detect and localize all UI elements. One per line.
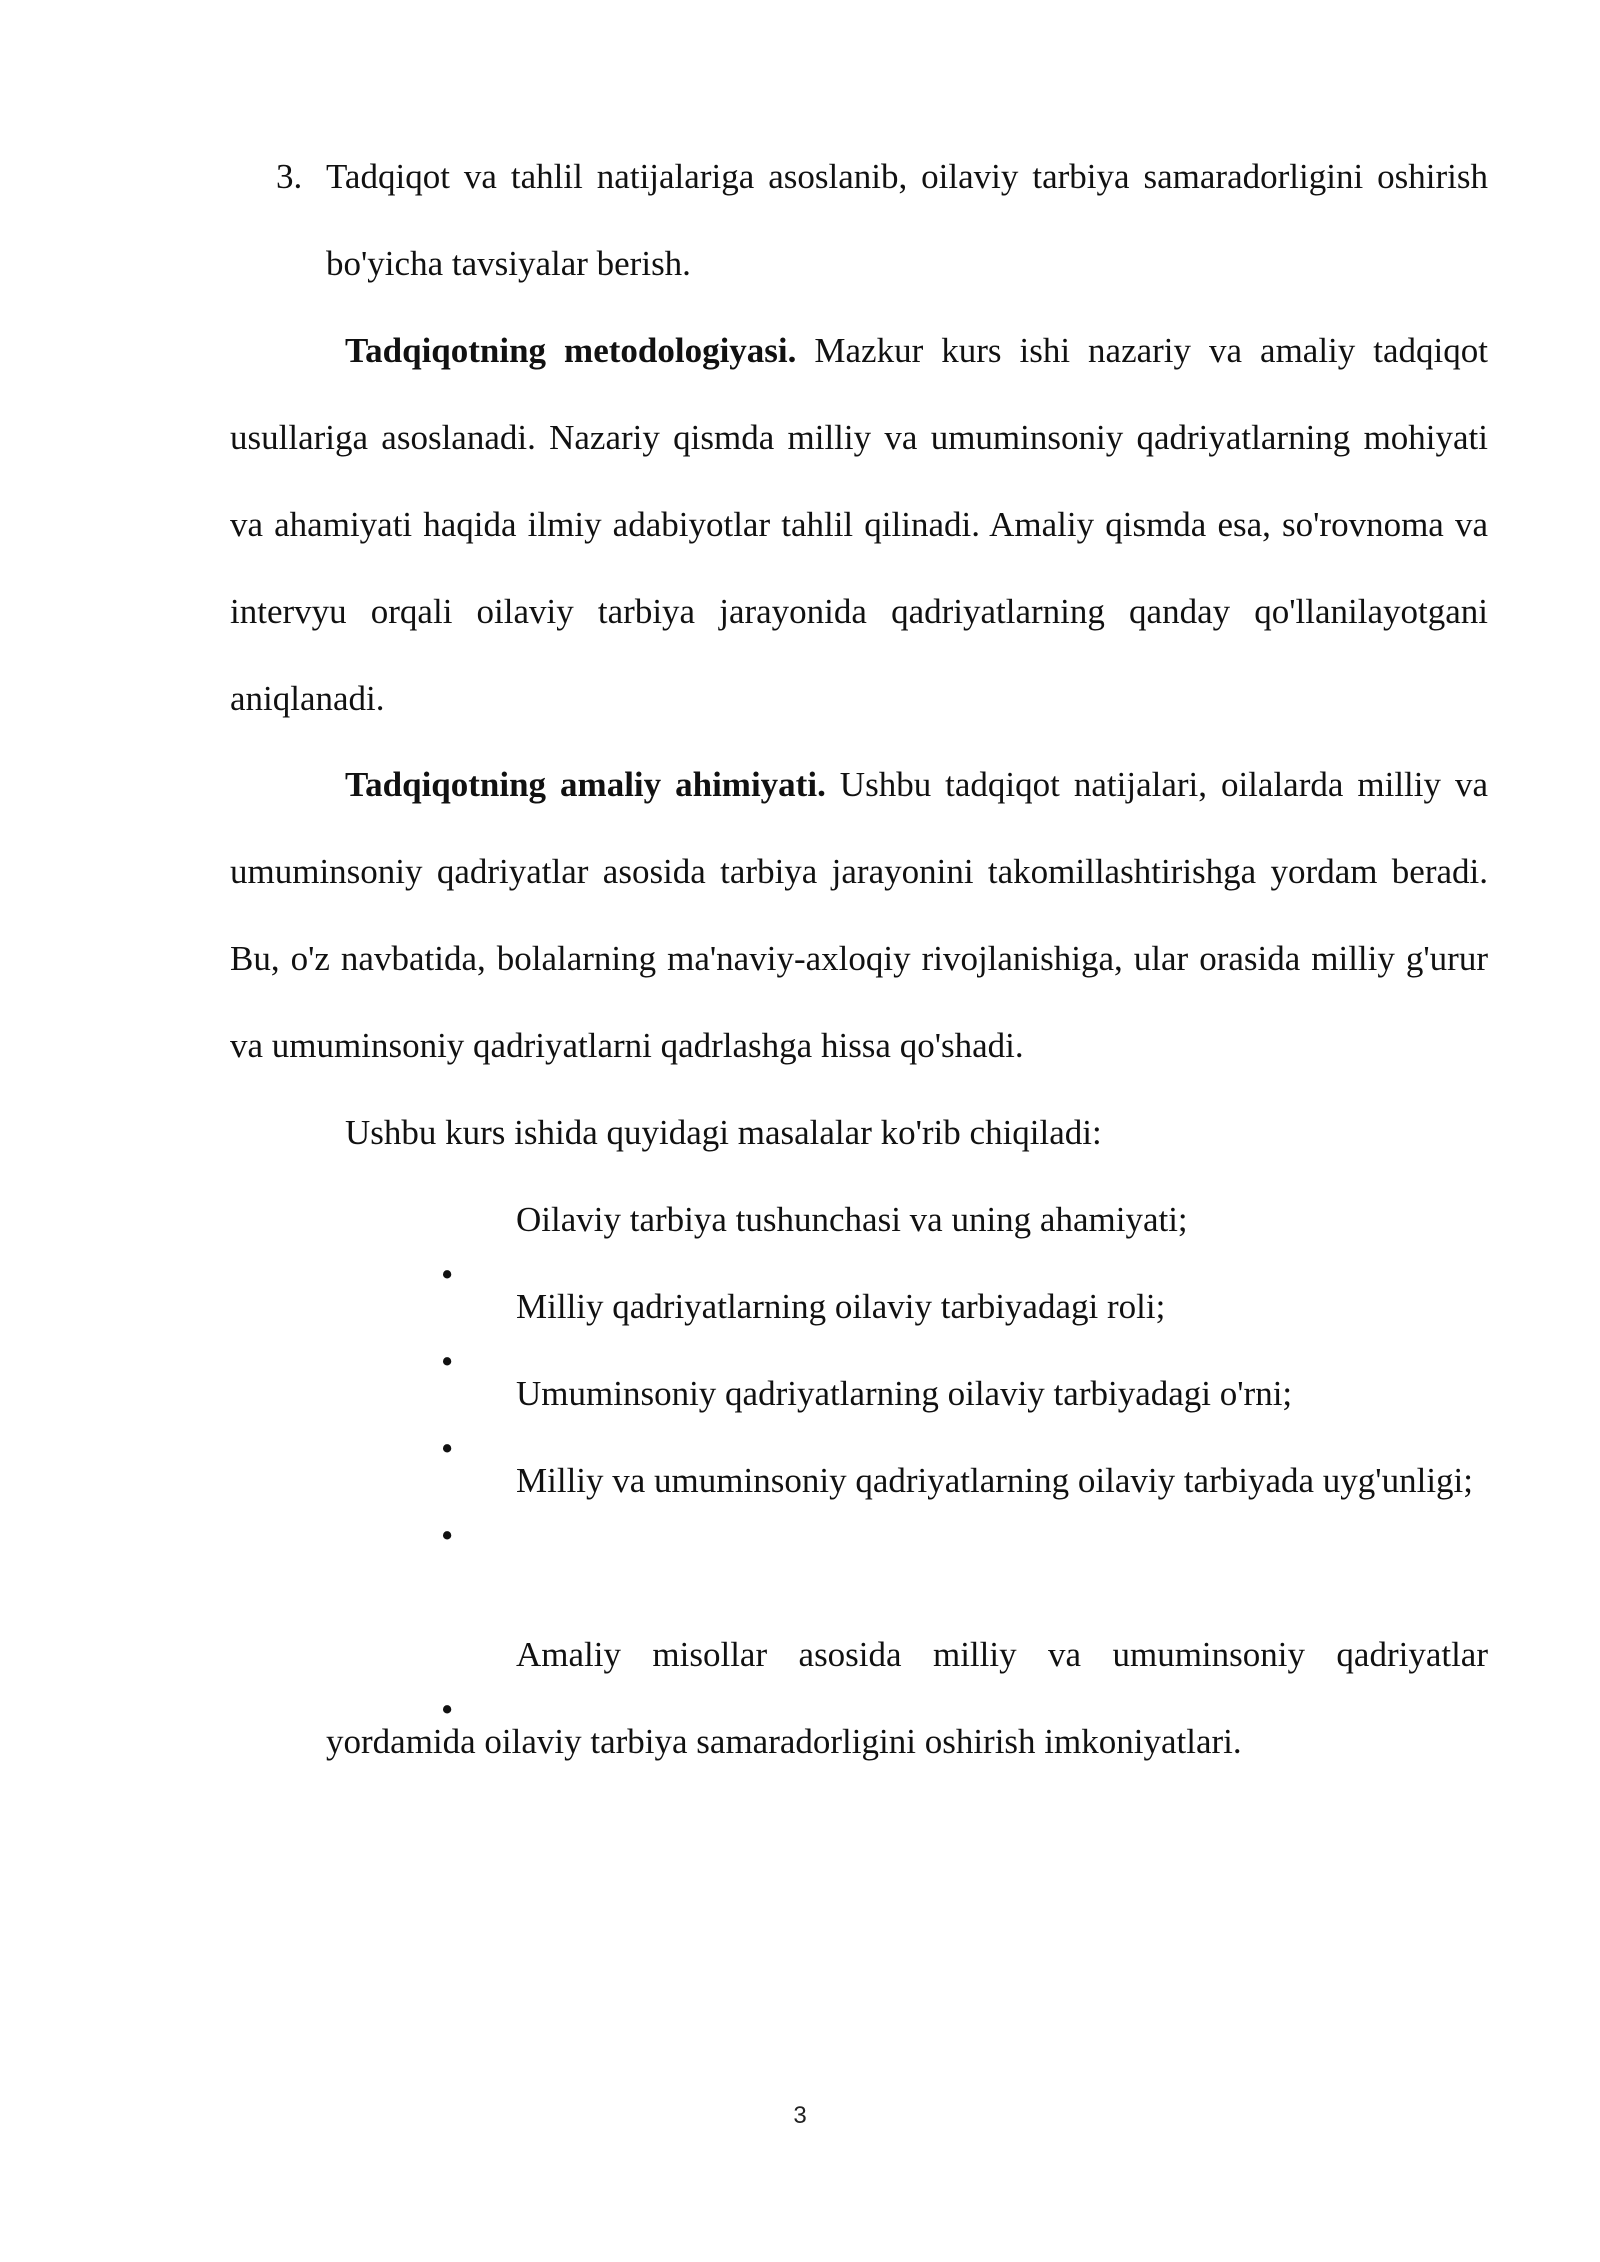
bullet-icon: • <box>441 1255 454 1294</box>
task-item <box>326 1176 1488 1294</box>
task-item <box>326 1263 1488 1381</box>
methodology-heading: Tadqiqotning metodologiyasi. <box>345 331 797 370</box>
bullet-icon: • <box>441 1516 454 1555</box>
task-text: Umuminsoniy qadriyatlarning oilaviy tarbiyadagi o'rni; <box>516 1374 1293 1413</box>
task-text: Oilaviy tarbiya tushunchasi va uning ahamiyati; <box>516 1200 1188 1239</box>
task-item <box>326 1350 1488 1468</box>
methodology-body: Mazkur kurs ishi nazariy va amaliy tadqiqot usullariga asoslanadi. Nazariy qismda milliy va umuminsoniy qadriyatlarning mohiyati va ahamiyati haqida ilmiy adabiyotlar tahlil qilinadi. Amaliy qismda esa, so'rovnoma va intervyu orqali oilaviy tarbiya jarayonida qadriyatlarning qanday qo'llanilayotgani aniqlanadi. <box>230 331 1488 718</box>
bullet-icon: • <box>441 1342 454 1381</box>
task-item <box>326 1437 1488 1555</box>
task-text: Milliy va umuminsoniy qadriyatlarning oilaviy tarbiyada uyg'unligi; <box>516 1461 1473 1500</box>
list-item-text: Tadqiqot va tahlil natijalariga asoslanib, oilaviy tarbiya samaradorligini oshirish bo'yicha tavsiyalar berish. <box>326 157 1488 283</box>
practical-heading: Tadqiqotning amaliy ahimiyati. <box>345 765 826 804</box>
methodology-paragraph <box>230 307 1488 742</box>
task-text: Amaliy misollar asosida milliy va umuminsoniy qadriyatlar yordamida oilaviy tarbiya samaradorligini oshirish imkoniyatlari. <box>326 1635 1488 1761</box>
numbered-list-item <box>276 133 1488 307</box>
practical-body: Ushbu tadqiqot natijalari, oilalarda milliy va umuminsoniy qadriyatlar asosida tarbiya jarayonini takomillashtirishga yordam beradi. Bu, o'z navbatida, bolalarning ma'naviy-axloqiy rivojlanishiga, ular orasida milliy g'urur va umuminsoniy qadriyatlarni qadrlashga hissa qo'shadi. <box>230 765 1488 1065</box>
page-number: 3 <box>793 2102 807 2129</box>
task-item <box>326 1611 1488 1785</box>
bullet-icon: • <box>441 1429 454 1468</box>
task-text: Milliy qadriyatlarning oilaviy tarbiyadagi roli; <box>516 1287 1166 1326</box>
tasks-intro: Ushbu kurs ishida quyidagi masalalar ko'rib chiqiladi: <box>345 1113 1102 1152</box>
list-number: 3. <box>276 157 303 196</box>
bullet-icon: • <box>441 1690 454 1729</box>
practical-significance-paragraph <box>230 741 1488 1089</box>
